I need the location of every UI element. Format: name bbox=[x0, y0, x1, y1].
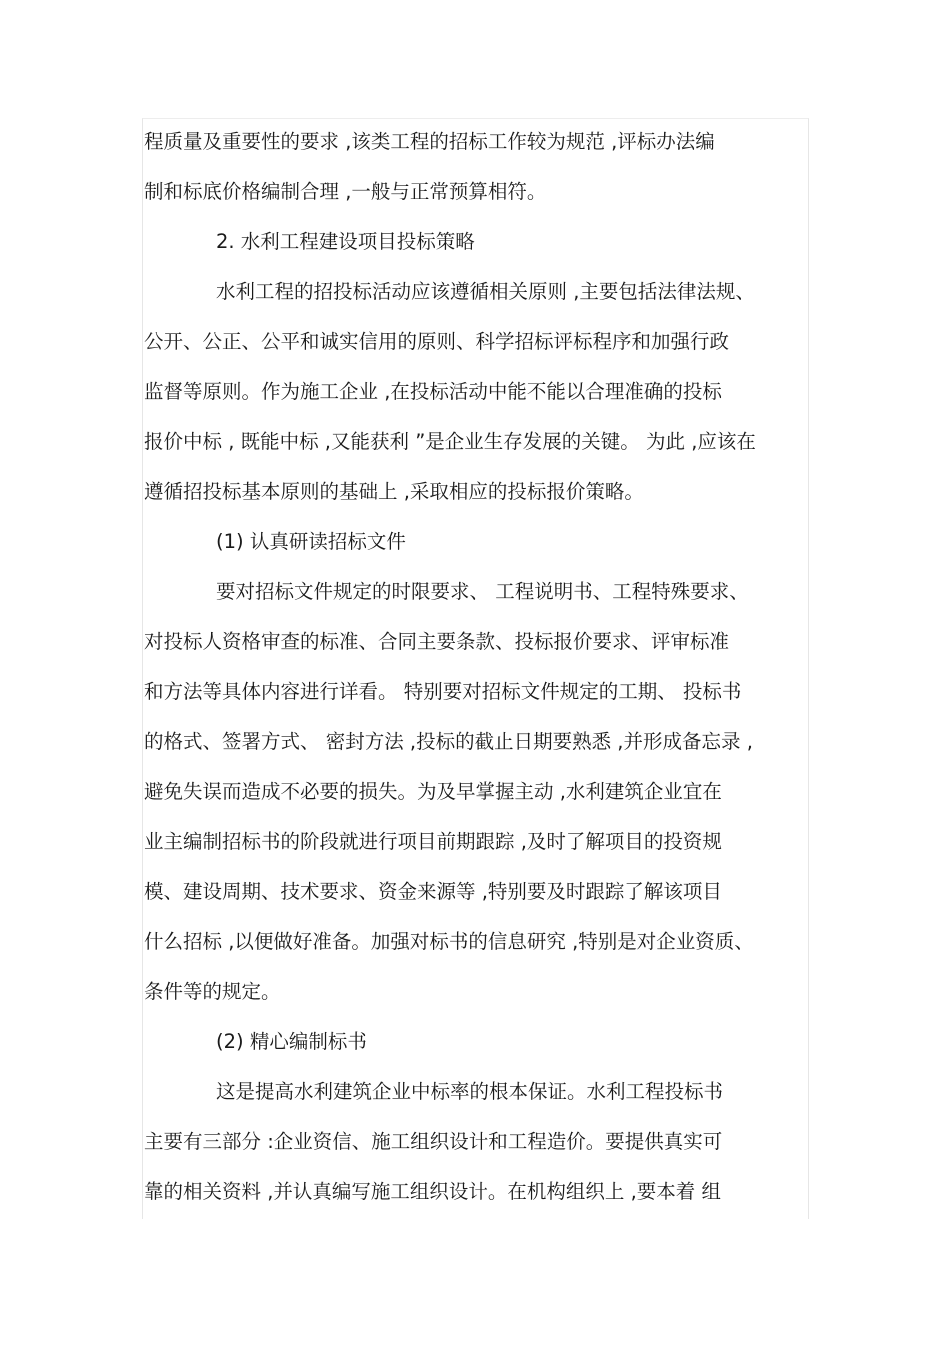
paragraph-line: 什么招标 ,以便做好准备。加强对标书的信息研究 ,特别是对企业资质、 bbox=[144, 930, 754, 953]
paragraph-line: 水利工程的招投标活动应该遵循相关原则 ,主要包括法律法规、 bbox=[216, 280, 755, 303]
paragraph-line: 遵循招投标基本原则的基础上 ,采取相应的投标报价策略。 bbox=[144, 480, 644, 503]
paragraph-line: 制和标底价格编制合理 ,一般与正常预算相符。 bbox=[144, 180, 547, 203]
paragraph-line: 主要有三部分 :企业资信、施工组织设计和工程造价。要提供真实可 bbox=[144, 1130, 723, 1153]
paragraph-line: 监督等原则。作为施工企业 ,在投标活动中能不能以合理准确的投标 bbox=[144, 380, 722, 403]
paragraph-line: 业主编制招标书的阶段就进行项目前期跟踪 ,及时了解项目的投资规 bbox=[144, 830, 722, 853]
paragraph-line: 公开、公正、公平和诚实信用的原则、科学招标评标程序和加强行政 bbox=[144, 330, 730, 353]
paragraph-line: 和方法等具体内容进行详看。 特别要对招标文件规定的工期、 投标书 bbox=[144, 680, 742, 703]
paragraph-line: 要对招标文件规定的时限要求、 工程说明书、工程特殊要求、 bbox=[216, 580, 749, 603]
section-heading: 2. 水利工程建设项目投标策略 bbox=[216, 230, 475, 253]
paragraph-line: 避免失误而造成不必要的损失。为及早掌握主动 ,水利建筑企业宜在 bbox=[144, 780, 722, 803]
paragraph-line: 条件等的规定。 bbox=[144, 980, 281, 1003]
subsection-heading: (2) 精心编制标书 bbox=[216, 1030, 367, 1053]
paragraph-line: 程质量及重要性的要求 ,该类工程的招标工作较为规范 ,评标办法编 bbox=[144, 130, 715, 153]
paragraph-line: 模、建设周期、技术要求、资金来源等 ,特别要及时跟踪了解该项目 bbox=[144, 880, 722, 903]
paragraph-line: 靠的相关资料 ,并认真编写施工组织设计。在机构组织上 ,要本着 组 bbox=[144, 1180, 721, 1203]
subsection-heading: (1) 认真研读招标文件 bbox=[216, 530, 406, 553]
paragraph-line: 的格式、签署方式、 密封方法 ,投标的截止日期要熟悉 ,并形成备忘录 , bbox=[144, 730, 753, 753]
paragraph-line: 报价中标 , 既能中标 ,又能获利 ”是企业生存发展的关键。 为此 ,应该在 bbox=[144, 430, 756, 453]
paragraph-line: 这是提高水利建筑企业中标率的根本保证。水利工程投标书 bbox=[216, 1080, 724, 1103]
paragraph-line: 对投标人资格审查的标准、合同主要条款、投标报价要求、评审标准 bbox=[144, 630, 730, 653]
